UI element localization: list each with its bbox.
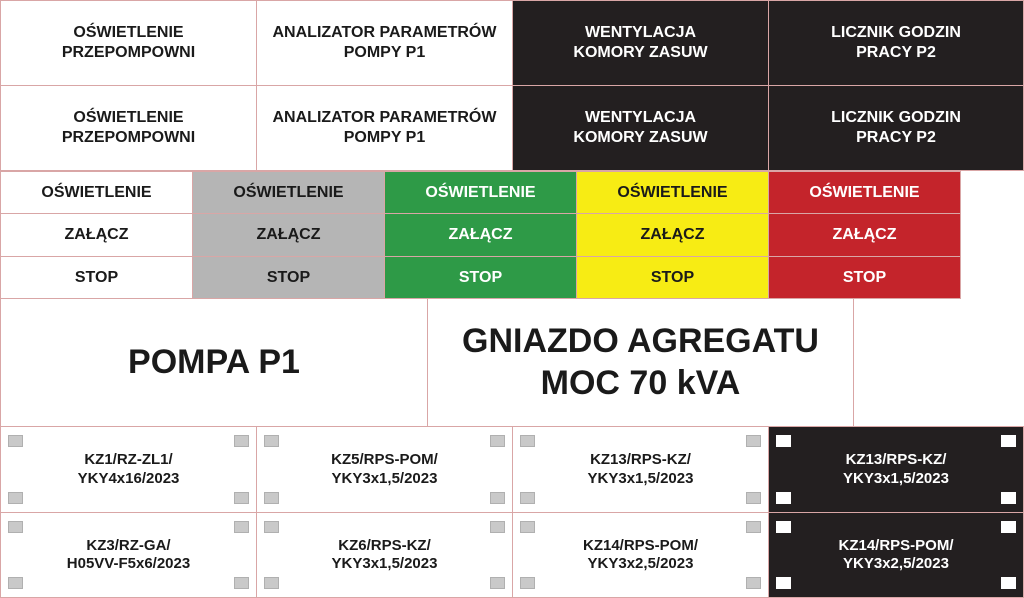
cable-tag-row1-2: KZ5/RPS-POM/ YKY3x1,5/2023 xyxy=(256,426,513,513)
cable-tag-row2-3: KZ14/RPS-POM/ YKY3x2,5/2023 xyxy=(512,512,769,598)
mounting-hole xyxy=(776,521,791,533)
mounting-hole xyxy=(8,435,23,447)
mounting-hole xyxy=(746,435,761,447)
mounting-hole xyxy=(520,492,535,504)
control-label-switch-on-gray: ZAŁĄCZ xyxy=(192,213,385,257)
mounting-hole xyxy=(8,521,23,533)
control-label-stop-white: STOP xyxy=(0,256,193,299)
mounting-hole xyxy=(746,577,761,589)
cable-tag-row2-4: KZ14/RPS-POM/ YKY3x2,5/2023 xyxy=(768,512,1024,598)
mounting-hole xyxy=(234,521,249,533)
mounting-hole xyxy=(234,435,249,447)
mounting-hole xyxy=(746,492,761,504)
mounting-hole xyxy=(776,492,791,504)
control-label-lighting-white: OŚWIETLENIE xyxy=(0,171,193,214)
mounting-hole xyxy=(264,521,279,533)
control-label-lighting-green: OŚWIETLENIE xyxy=(384,171,577,214)
mounting-hole xyxy=(520,435,535,447)
mounting-hole xyxy=(1001,435,1016,447)
label-lighting-pump-station: OŚWIETLENIE PRZEPOMPOWNI xyxy=(0,85,257,171)
mounting-hole xyxy=(264,435,279,447)
control-label-switch-on-red: ZAŁĄCZ xyxy=(768,213,961,257)
label-pump-p1: POMPA P1 xyxy=(0,298,428,427)
cable-tag-row1-1: KZ1/RZ-ZL1/ YKY4x16/2023 xyxy=(0,426,257,513)
label-generator-socket: GNIAZDO AGREGATU MOC 70 kVA xyxy=(427,298,854,427)
label-pump-analyzer: ANALIZATOR PARAMETRÓW POMPY P1 xyxy=(256,85,513,171)
mounting-hole xyxy=(776,577,791,589)
mounting-hole xyxy=(776,435,791,447)
cable-tag-row1-3: KZ13/RPS-KZ/ YKY3x1,5/2023 xyxy=(512,426,769,513)
mounting-hole xyxy=(8,492,23,504)
mounting-hole xyxy=(490,577,505,589)
mounting-hole xyxy=(1001,521,1016,533)
label-pump-analyzer: ANALIZATOR PARAMETRÓW POMPY P1 xyxy=(256,0,513,86)
mounting-hole xyxy=(8,577,23,589)
control-label-stop-gray: STOP xyxy=(192,256,385,299)
control-label-lighting-red: OŚWIETLENIE xyxy=(768,171,961,214)
mounting-hole xyxy=(490,435,505,447)
control-label-switch-on-white: ZAŁĄCZ xyxy=(0,213,193,257)
control-label-stop-green: STOP xyxy=(384,256,577,299)
control-label-switch-on-yellow: ZAŁĄCZ xyxy=(576,213,769,257)
control-label-stop-yellow: STOP xyxy=(576,256,769,299)
mounting-hole xyxy=(1001,577,1016,589)
control-label-switch-on-green: ZAŁĄCZ xyxy=(384,213,577,257)
label-valve-chamber-ventilation: WENTYLACJA KOMORY ZASUW xyxy=(512,0,769,86)
label-valve-chamber-ventilation: WENTYLACJA KOMORY ZASUW xyxy=(512,85,769,171)
label-lighting-pump-station: OŚWIETLENIE PRZEPOMPOWNI xyxy=(0,0,257,86)
label-hour-meter-p2: LICZNIK GODZIN PRACY P2 xyxy=(768,85,1024,171)
mounting-hole xyxy=(1001,492,1016,504)
mounting-hole xyxy=(490,492,505,504)
mounting-hole xyxy=(234,577,249,589)
mounting-hole xyxy=(520,577,535,589)
mounting-hole xyxy=(520,521,535,533)
cable-tag-row2-1: KZ3/RZ-GA/ H05VV-F5x6/2023 xyxy=(0,512,257,598)
control-label-lighting-gray: OŚWIETLENIE xyxy=(192,171,385,214)
mounting-hole xyxy=(746,521,761,533)
control-label-stop-red: STOP xyxy=(768,256,961,299)
mounting-hole xyxy=(264,492,279,504)
mounting-hole xyxy=(234,492,249,504)
mounting-hole xyxy=(490,521,505,533)
cable-tag-row2-2: KZ6/RPS-KZ/ YKY3x1,5/2023 xyxy=(256,512,513,598)
control-label-lighting-yellow: OŚWIETLENIE xyxy=(576,171,769,214)
mounting-hole xyxy=(264,577,279,589)
label-hour-meter-p2: LICZNIK GODZIN PRACY P2 xyxy=(768,0,1024,86)
cable-tag-row1-4: KZ13/RPS-KZ/ YKY3x1,5/2023 xyxy=(768,426,1024,513)
